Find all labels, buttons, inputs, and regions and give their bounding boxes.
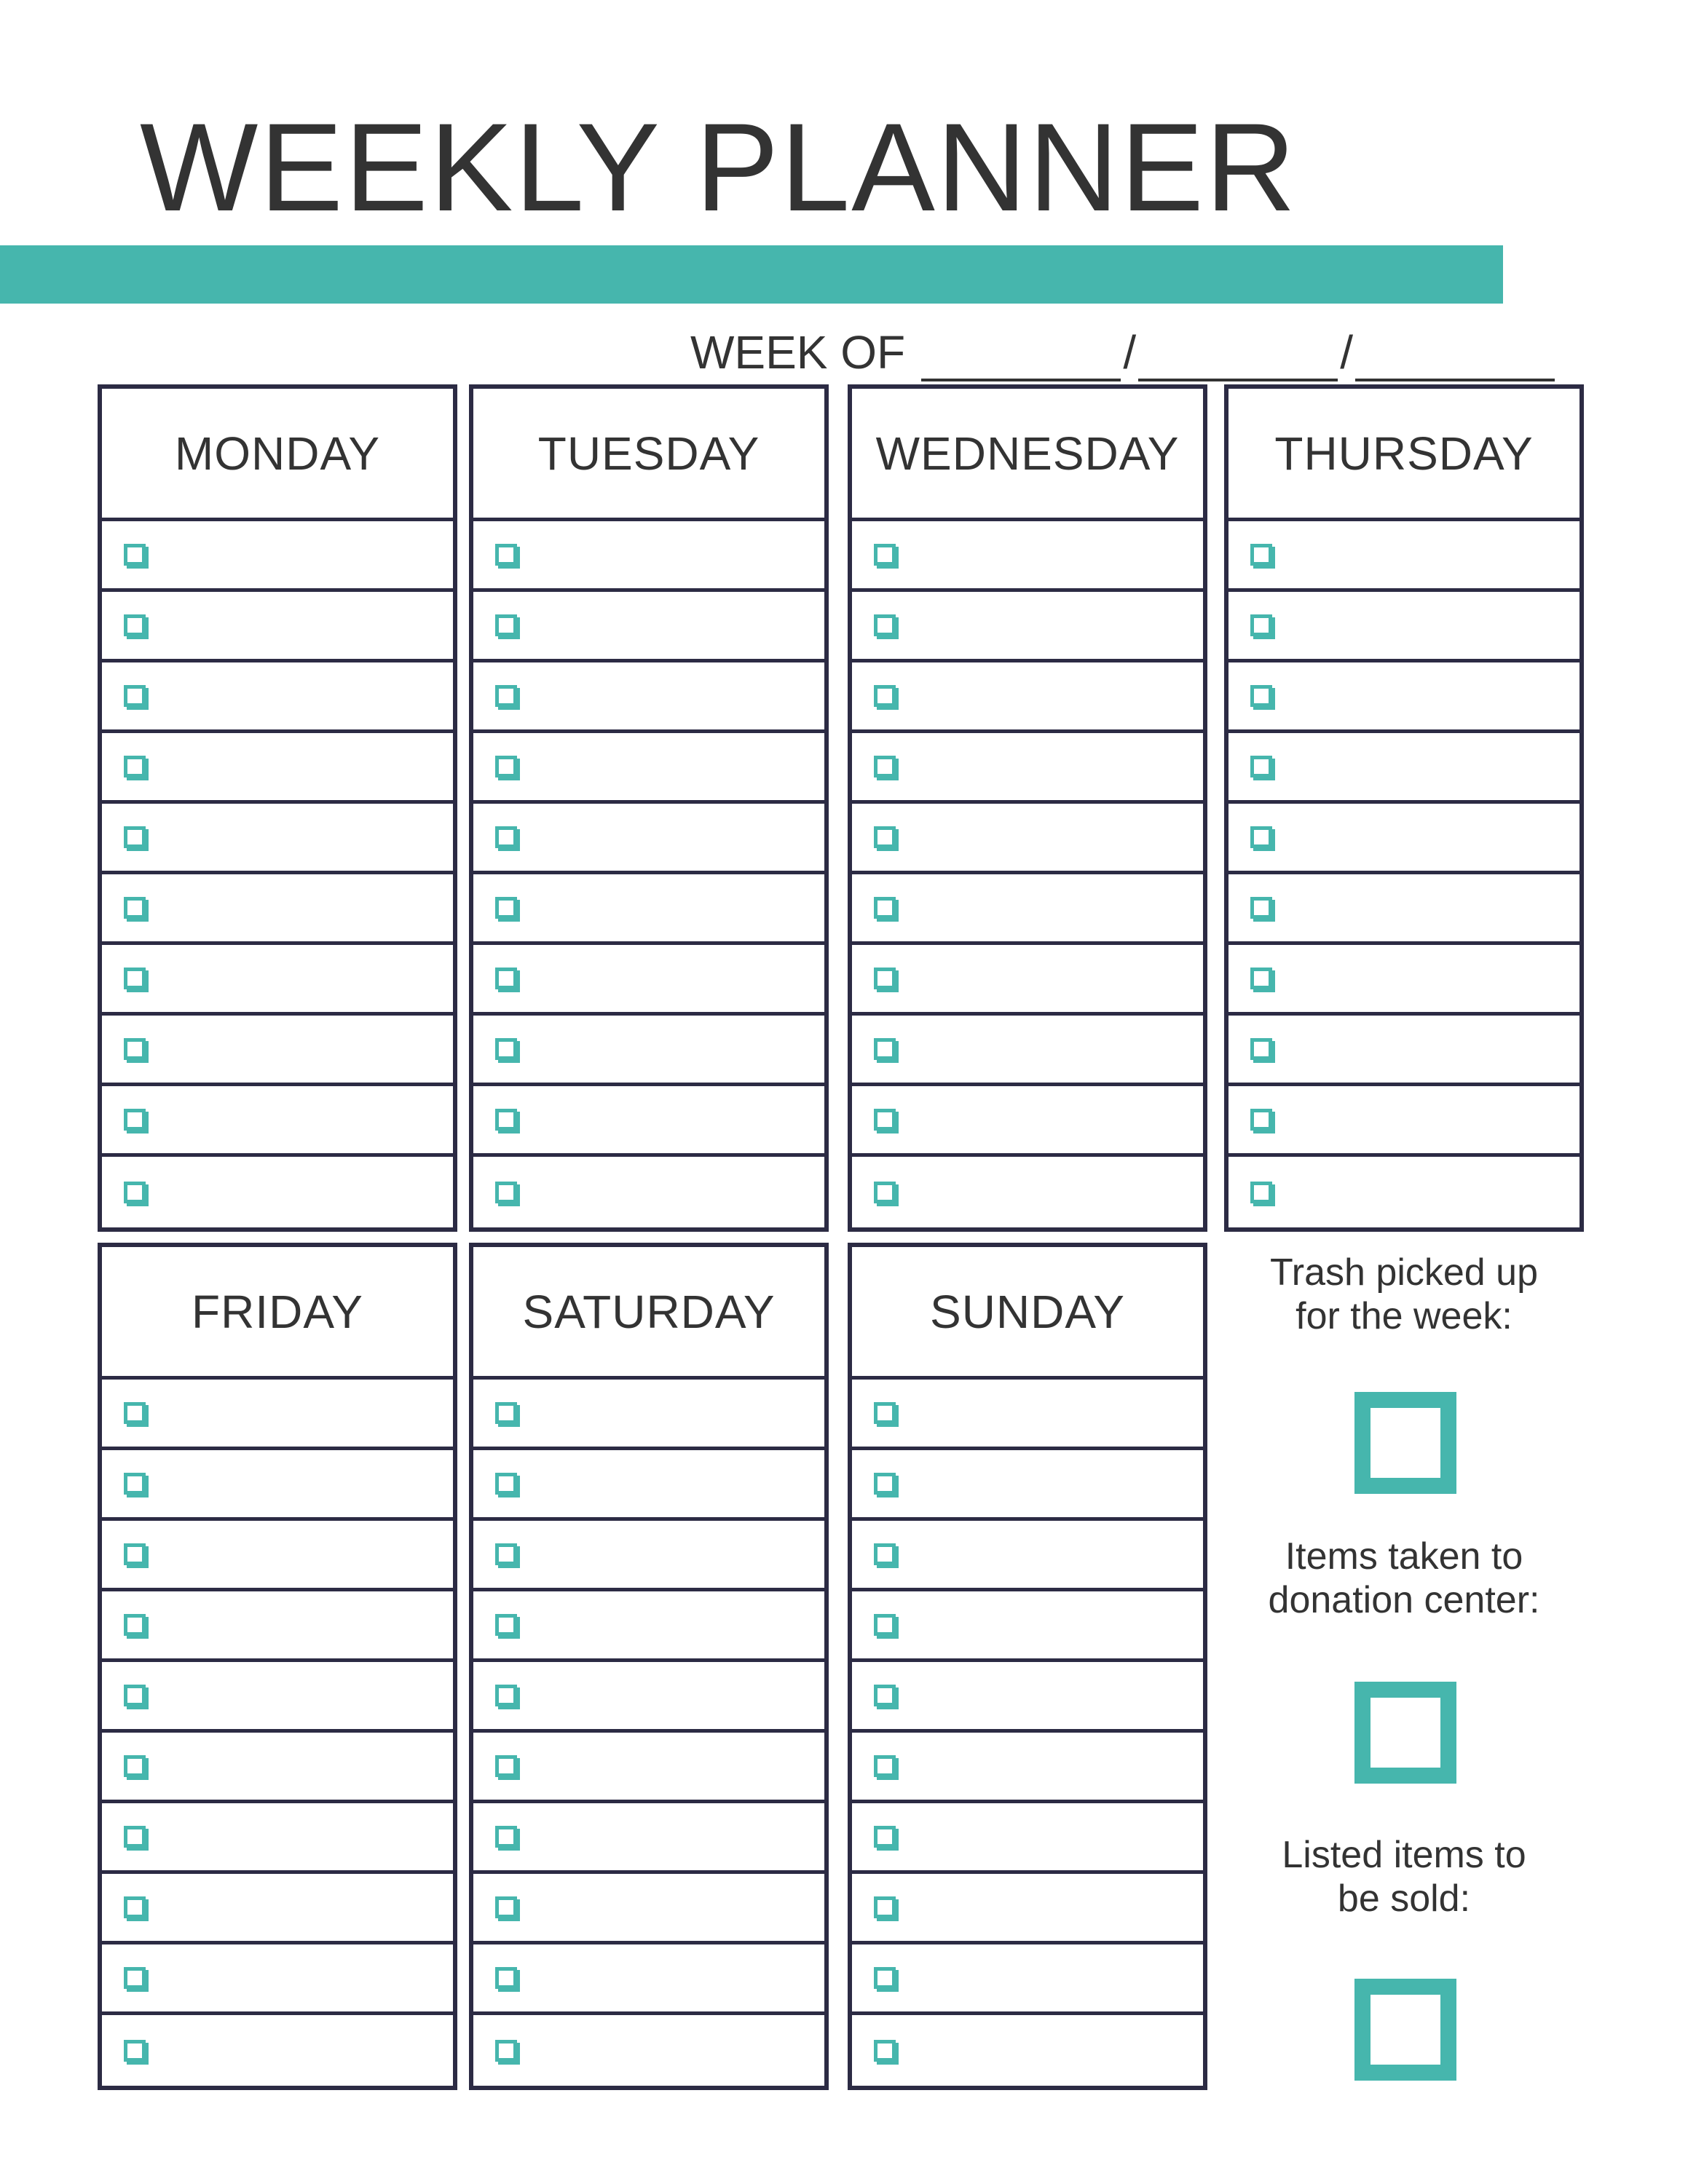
checkbox-icon[interactable] [124,1685,146,1706]
task-row[interactable] [1228,1016,1579,1086]
checkbox-icon[interactable] [1250,1038,1272,1060]
task-row[interactable] [473,662,824,733]
checkbox-icon[interactable] [874,685,896,707]
task-row[interactable] [473,945,824,1016]
checkbox-icon[interactable] [495,1967,517,1989]
donation-task-label-line2: donation center: [1268,1579,1540,1621]
checkbox-icon[interactable] [495,756,517,778]
checkbox-icon[interactable] [495,1038,517,1060]
task-row[interactable] [1228,662,1579,733]
date-separator: / [1123,326,1137,379]
checkbox-icon[interactable] [1250,685,1272,707]
day-column-friday [98,1243,457,2090]
day-header: SUNDAY [852,1247,1203,1380]
checkbox-icon[interactable] [495,897,517,919]
task-row[interactable] [473,1521,824,1591]
task-row[interactable] [852,1380,1203,1450]
checkbox-icon[interactable] [1250,756,1272,778]
day-header: TUESDAY [473,389,824,521]
task-row[interactable] [1228,1086,1579,1157]
task-row[interactable] [473,1874,824,1944]
checkbox-icon[interactable] [124,685,146,707]
day-column-tuesday [469,384,829,1232]
checkbox-icon[interactable] [874,826,896,848]
task-row[interactable] [102,592,453,662]
day-column-monday [98,384,457,1232]
task-row[interactable] [102,2015,453,2086]
checkbox-icon[interactable] [124,1038,146,1060]
day-column-thursday [1224,384,1584,1232]
checkbox-icon[interactable] [874,1473,896,1495]
sold-checkbox[interactable] [1354,1979,1456,2081]
task-row[interactable] [852,1591,1203,1662]
task-row[interactable] [473,1803,824,1874]
checkbox-icon[interactable] [124,1182,146,1203]
checkbox-icon[interactable] [495,1826,517,1848]
checkbox-icon[interactable] [495,1755,517,1777]
checkbox-icon[interactable] [495,1543,517,1565]
day-column-sunday [848,1243,1207,2090]
checkbox-icon[interactable] [495,826,517,848]
checkbox-icon[interactable] [495,1614,517,1636]
checkbox-icon[interactable] [874,756,896,778]
task-row[interactable] [852,1521,1203,1591]
task-row[interactable] [852,945,1203,1016]
checkbox-icon[interactable] [124,1896,146,1918]
task-row[interactable] [102,1733,453,1803]
day-header: MONDAY [102,389,453,521]
task-row[interactable] [102,662,453,733]
task-row[interactable] [852,1016,1203,1086]
task-row[interactable] [473,1086,824,1157]
task-row[interactable] [852,1662,1203,1733]
checkbox-icon[interactable] [874,1755,896,1777]
checkbox-icon[interactable] [124,614,146,636]
task-row[interactable] [102,733,453,804]
checkbox-icon[interactable] [874,1402,896,1424]
checkbox-icon[interactable] [1250,968,1272,989]
task-row[interactable] [1228,521,1579,592]
day-header: FRIDAY [102,1247,453,1380]
trash-checkbox[interactable] [1354,1392,1456,1494]
task-row[interactable] [473,1944,824,2015]
task-row[interactable] [473,1450,824,1521]
checkbox-icon[interactable] [495,1109,517,1131]
donation-checkbox[interactable] [1354,1682,1456,1784]
task-row[interactable] [473,1733,824,1803]
task-row[interactable] [852,874,1203,945]
checkbox-icon[interactable] [874,968,896,989]
checkbox-icon[interactable] [124,756,146,778]
checkbox-icon[interactable] [874,1826,896,1848]
checkbox-icon[interactable] [124,1543,146,1565]
task-row[interactable] [1228,1157,1579,1227]
checkbox-icon[interactable] [874,1614,896,1636]
task-row[interactable] [852,1733,1203,1803]
checkbox-icon[interactable] [495,1473,517,1495]
checkbox-icon[interactable] [124,1473,146,1495]
checkbox-icon[interactable] [495,2040,517,2062]
donation-task-label [1222,1535,1586,1622]
checkbox-icon[interactable] [1250,897,1272,919]
task-row[interactable] [852,521,1203,592]
task-row[interactable] [102,1874,453,1944]
checkbox-icon[interactable] [874,897,896,919]
task-row[interactable] [852,1157,1203,1227]
task-row[interactable] [102,874,453,945]
checkbox-icon[interactable] [124,544,146,566]
task-row[interactable] [473,804,824,874]
checkbox-icon[interactable] [874,1543,896,1565]
task-row[interactable] [473,874,824,945]
task-row[interactable] [1228,592,1579,662]
sold-task-label-line1: Listed items to [1282,1834,1526,1876]
task-row[interactable] [852,733,1203,804]
checkbox-icon[interactable] [124,1826,146,1848]
task-row[interactable] [852,1086,1203,1157]
week-of-month-blank[interactable] [921,331,1121,381]
task-row[interactable] [852,1874,1203,1944]
sold-task-label-line2: be sold: [1337,1878,1471,1920]
checkbox-icon[interactable] [124,1402,146,1424]
accent-bar [0,245,1503,304]
checkbox-icon[interactable] [124,968,146,989]
task-row[interactable] [473,592,824,662]
trash-task-label-line2: for the week: [1295,1295,1513,1337]
checkbox-icon[interactable] [874,1685,896,1706]
task-row[interactable] [102,1944,453,2015]
checkbox-icon[interactable] [495,968,517,989]
task-row[interactable] [473,1157,824,1227]
checkbox-icon[interactable] [124,826,146,848]
task-row[interactable] [473,2015,824,2086]
checkbox-icon[interactable] [874,614,896,636]
task-row[interactable] [852,662,1203,733]
week-of-line [690,323,1557,381]
checkbox-icon[interactable] [495,685,517,707]
task-row[interactable] [1228,945,1579,1016]
week-of-year-blank[interactable] [1355,331,1555,381]
task-row[interactable] [102,521,453,592]
checkbox-icon[interactable] [495,1896,517,1918]
checkbox-icon[interactable] [1250,614,1272,636]
checkbox-icon[interactable] [874,1896,896,1918]
task-row[interactable] [473,1591,824,1662]
checkbox-icon[interactable] [124,1967,146,1989]
checkbox-icon[interactable] [874,1967,896,1989]
task-row[interactable] [473,521,824,592]
trash-task-label [1222,1251,1586,1338]
day-header: WEDNESDAY [852,389,1203,521]
checkbox-icon[interactable] [874,1109,896,1131]
task-row[interactable] [473,1380,824,1450]
checkbox-icon[interactable] [124,1755,146,1777]
task-row[interactable] [1228,874,1579,945]
donation-task-label-line1: Items taken to [1285,1535,1523,1578]
checkbox-icon[interactable] [495,544,517,566]
day-column-saturday [469,1243,829,2090]
task-row[interactable] [473,1016,824,1086]
task-row[interactable] [852,1803,1203,1874]
checkbox-icon[interactable] [495,614,517,636]
task-row[interactable] [1228,733,1579,804]
checkbox-icon[interactable] [495,1685,517,1706]
task-row[interactable] [102,1380,453,1450]
checkbox-icon[interactable] [124,1614,146,1636]
task-row[interactable] [102,1450,453,1521]
checkbox-icon[interactable] [495,1182,517,1203]
week-of-day-blank[interactable] [1138,331,1338,381]
task-row[interactable] [102,804,453,874]
task-row[interactable] [102,1521,453,1591]
task-row[interactable] [852,1450,1203,1521]
task-row[interactable] [852,592,1203,662]
checkbox-icon[interactable] [124,2040,146,2062]
checkbox-icon[interactable] [1250,1182,1272,1203]
checkbox-icon[interactable] [1250,1109,1272,1131]
trash-task-label-line1: Trash picked up [1269,1251,1539,1294]
checkbox-icon[interactable] [874,1038,896,1060]
checkbox-icon[interactable] [1250,544,1272,566]
task-row[interactable] [102,1086,453,1157]
checkbox-icon[interactable] [874,1182,896,1203]
task-row[interactable] [473,733,824,804]
task-row[interactable] [102,1591,453,1662]
checkbox-icon[interactable] [495,1402,517,1424]
task-row[interactable] [102,1662,453,1733]
week-of-label: WEEK OF [690,326,906,379]
day-column-wednesday [848,384,1207,1232]
task-row[interactable] [852,2015,1203,2086]
date-separator: / [1340,326,1353,379]
task-row[interactable] [102,1016,453,1086]
checkbox-icon[interactable] [124,1109,146,1131]
task-row[interactable] [473,1662,824,1733]
task-row[interactable] [102,1157,453,1227]
task-row[interactable] [1228,804,1579,874]
day-header: THURSDAY [1228,389,1579,521]
task-row[interactable] [852,1944,1203,2015]
checkbox-icon[interactable] [1250,826,1272,848]
sold-task-label [1222,1833,1586,1920]
task-row[interactable] [852,804,1203,874]
task-row[interactable] [102,1803,453,1874]
task-row[interactable] [102,945,453,1016]
checkbox-icon[interactable] [874,544,896,566]
checkbox-icon[interactable] [124,897,146,919]
day-header: SATURDAY [473,1247,824,1380]
page-title: WEEKLY PLANNER [140,98,1298,237]
checkbox-icon[interactable] [874,2040,896,2062]
